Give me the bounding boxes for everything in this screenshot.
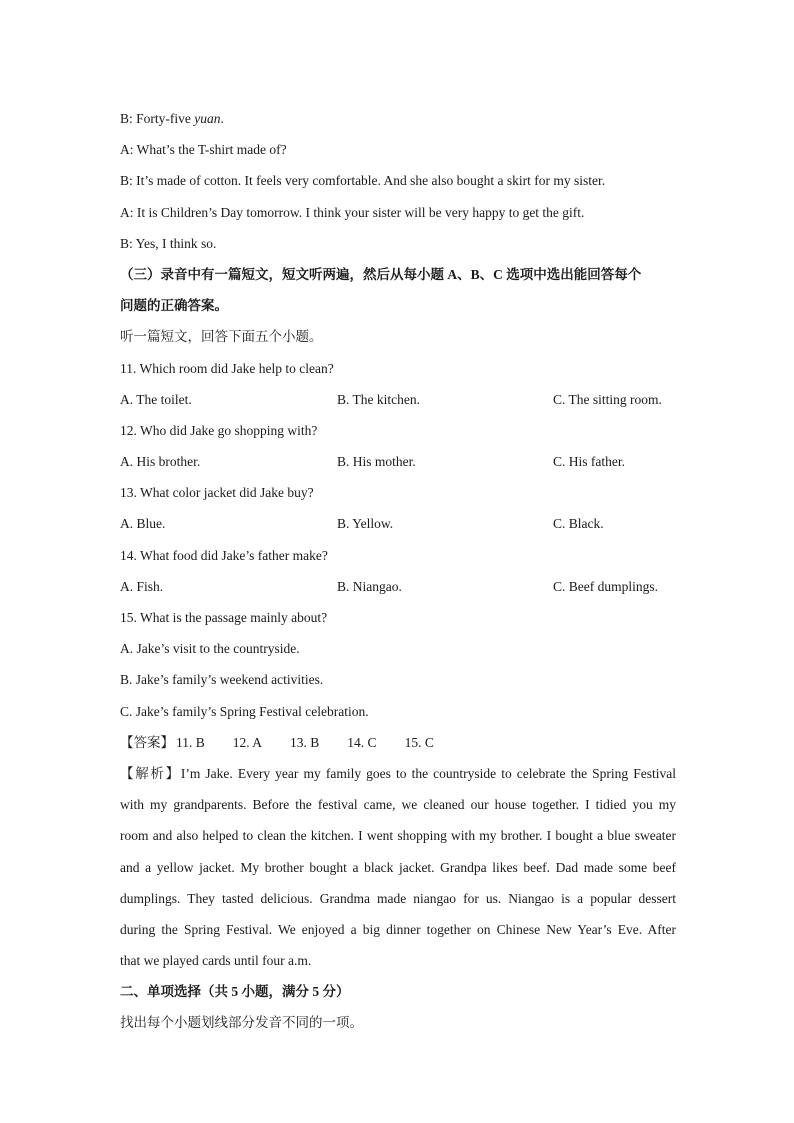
question-options bbox=[120, 508, 676, 539]
analysis-line: during the Spring Festival. We enjoyed a big dinner together on Chinese New Year’s Eve. After bbox=[120, 921, 676, 937]
option-a: A. The toilet. bbox=[120, 391, 192, 407]
section-instruction: 听一篇短文，回答下面五个小题。 bbox=[120, 329, 323, 345]
question-text: 14. What food did Jake’s father make? bbox=[120, 547, 328, 563]
answer-item: 12. A bbox=[232, 734, 263, 750]
question-options bbox=[120, 384, 676, 415]
question-text: 15. What is the passage mainly about? bbox=[120, 610, 328, 625]
dialogue-line bbox=[120, 197, 676, 228]
option-c: C. Beef dumplings. bbox=[553, 578, 658, 594]
analysis-line: with my grandparents. Before the festival came, we cleaned our house together. I tidied you my bbox=[120, 797, 676, 813]
option-c: C. Jake’s family’s Spring Festival celebration. bbox=[120, 703, 369, 719]
answer-item: 15. C bbox=[404, 734, 434, 750]
option-a: A. Fish. bbox=[120, 578, 164, 594]
part-instruction: 找出每个小题划线部分发音不同的一项。 bbox=[120, 1015, 363, 1031]
dialogue-italic: yuan bbox=[194, 111, 221, 126]
part-heading: 二、单项选择（共 5 小题，满分 5 分） bbox=[120, 984, 350, 1000]
answer-item: 14. C bbox=[347, 734, 377, 750]
speaker-label: B: bbox=[120, 173, 133, 189]
question-text: 11. Which room did Jake help to clean? bbox=[120, 360, 334, 376]
question-text: 13. What color jacket did Jake buy? bbox=[120, 485, 314, 501]
analysis-line bbox=[120, 758, 676, 789]
section-heading: （三）录音中有一篇短文，短文听两遍，然后从每小题 A、B、C 选项中选出能回答每个 bbox=[120, 266, 642, 282]
analysis-text: I’m Jake. Every year my family goes to the countryside to celebrate the Spring Festival bbox=[180, 765, 677, 781]
option-a: A. His brother. bbox=[120, 454, 201, 470]
answer-key bbox=[120, 727, 676, 758]
dialogue-line bbox=[120, 165, 676, 196]
dialogue-text: It is Children’s Day tomorrow. I think your sister will be very happy to get the gift. bbox=[136, 204, 585, 220]
dialogue-text: Forty-five bbox=[136, 111, 195, 126]
option-b: B. Jake’s family’s weekend activities. bbox=[120, 672, 324, 688]
dialogue-line bbox=[120, 103, 676, 134]
dialogue-line bbox=[120, 228, 676, 259]
dialogue-text: Yes, I think so. bbox=[135, 235, 217, 251]
option-c: C. Black. bbox=[553, 516, 604, 532]
analysis-line: room and also helped to clean the kitchen. I went shopping with my brother. I bought a blue sweater bbox=[120, 828, 676, 844]
option-b: B. Niangao. bbox=[337, 578, 402, 594]
section-heading-cont: 问题的正确答案。 bbox=[120, 298, 228, 314]
speaker-label: A: bbox=[120, 204, 134, 220]
dialogue-text: It’s made of cotton. It feels very comfortable. And she also bought a skirt for my sister. bbox=[136, 173, 606, 189]
option-b: B. Yellow. bbox=[337, 516, 394, 532]
answer-label: 【答案】 bbox=[120, 734, 174, 750]
document-page bbox=[120, 103, 676, 1039]
option-a: A. Jake’s visit to the countryside. bbox=[120, 641, 300, 657]
option-a: A. Blue. bbox=[120, 516, 166, 532]
analysis-label: 【解析】 bbox=[120, 765, 181, 781]
analysis-line: dumplings. They tasted delicious. Grandma made niangao for us. Niangao is a popular dessert bbox=[120, 890, 676, 906]
dialogue-text-end: . bbox=[220, 111, 224, 126]
question-text: 12. Who did Jake go shopping with? bbox=[120, 422, 318, 438]
question-options bbox=[120, 446, 676, 477]
speaker-label: A: bbox=[120, 142, 134, 158]
analysis-line: that we played cards until four a.m. bbox=[120, 953, 312, 969]
option-c: C. His father. bbox=[553, 454, 625, 470]
speaker-label: B: bbox=[120, 111, 133, 126]
speaker-label: B: bbox=[120, 235, 133, 251]
question-options bbox=[120, 571, 676, 602]
option-c: C. The sitting room. bbox=[553, 391, 662, 407]
dialogue-text: What’s the T-shirt made of? bbox=[136, 142, 287, 158]
dialogue-line bbox=[120, 134, 676, 165]
option-b: B. The kitchen. bbox=[337, 391, 420, 407]
analysis-line: and a yellow jacket. My brother bought a black jacket. Grandpa likes beef. Dad made some beef bbox=[120, 859, 676, 875]
option-b: B. His mother. bbox=[337, 454, 416, 470]
answer-item: 11. B bbox=[176, 734, 205, 750]
answer-item: 13. B bbox=[290, 734, 320, 750]
